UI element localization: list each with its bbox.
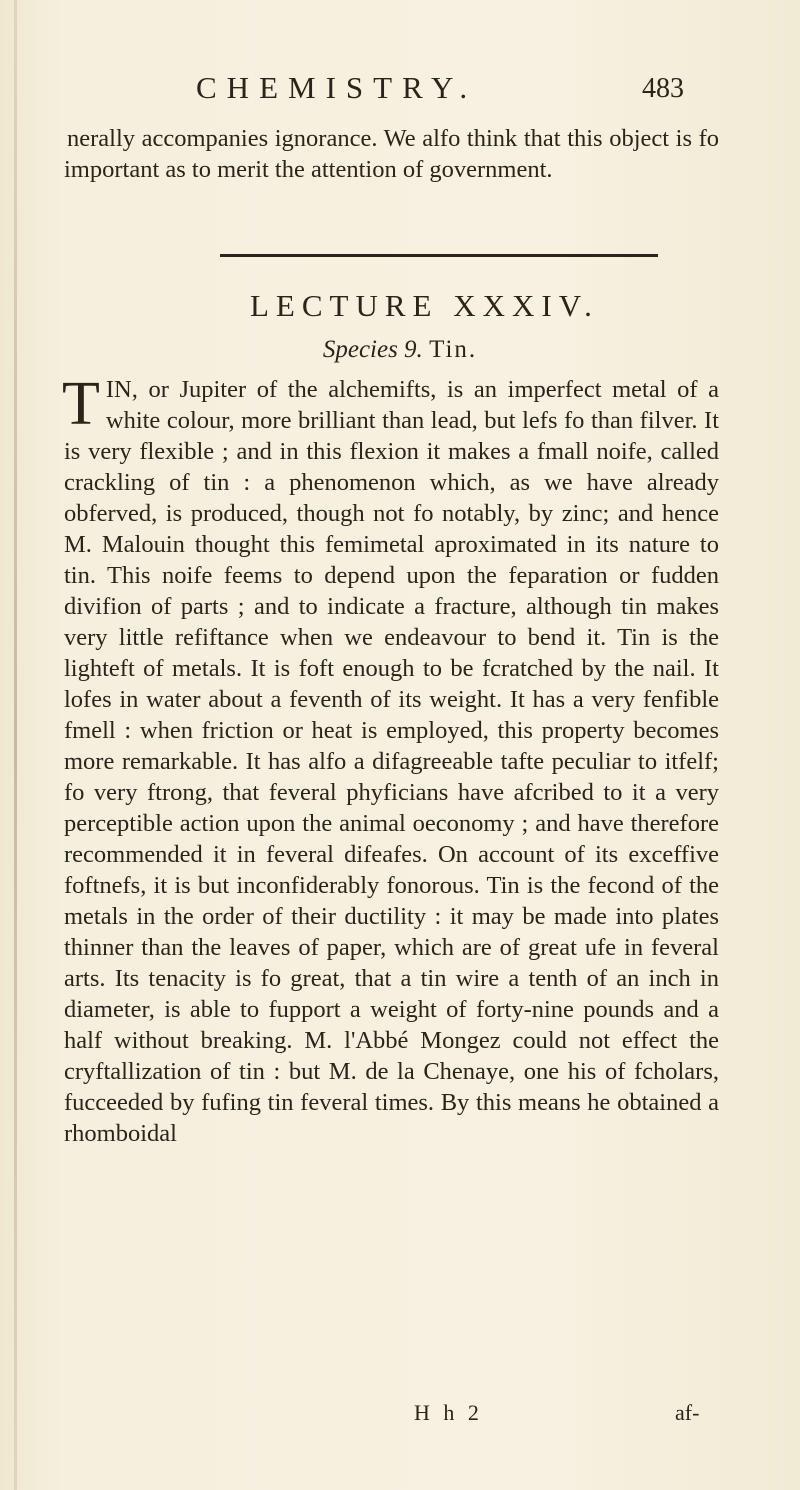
catchword: af- <box>675 1400 700 1425</box>
running-title: CHEMISTRY. <box>196 70 478 105</box>
section-divider <box>220 254 658 257</box>
species-name: Tin. <box>429 336 478 363</box>
species-heading <box>0 336 800 364</box>
page-number: 483 <box>642 73 684 104</box>
intro-paragraph: nerally accompanies ignorance. We alfo think that this object is fo important as to merit the attention of government. <box>64 125 719 183</box>
binding-gutter <box>14 0 17 1490</box>
running-header <box>0 70 800 110</box>
species-label: Species 9. <box>322 336 423 363</box>
main-paragraph-text: IN, or Jupiter of the alchemifts, is an imperfect metal of a white colour, more brilliant than lead, but lefs fo than filver. It is very flexible ; and in this flexion it makes a fmall noife, called crackling of tin : a phenomenon which, as we have already obferved, is produced, though not fo notably, by zinc; and hence M. Malouin thought this femimetal aproximated in its nature to tin. This noife feems to depend upon the feparation or fudden divifion of parts ; and to indicate a fracture, although tin makes very little refiftance when we endeavour to bend it. Tin is the lighteft of metals. It is foft enough to be fcratched by the nail. It lofes in water about a feventh of its weight. It has a very fenfible fmell : when friction or heat is employed, this property becomes more remarkable. It has alfo a difagreeable tafte peculiar to itfelf; fo very ftrong, that feveral phyficians have afcribed to it a very perceptible action upon the animal oeconomy ; and have therefore recommended it in feveral difeafes. On account of its exceffive foftnefs, it is but inconfiderably fonorous. Tin is the fecond of the metals in the order of their ductility : it may be made into plates thinner than the leaves of paper, which are of great ufe in feveral arts. Its tenacity is fo great, that a tin wire a tenth of an inch in diameter, is able to fupport a weight of forty-nine pounds and a half without breaking. M. l'Abbé Mongez could not effect the cryftallization of tin : but M. de la Chenaye, one his of fcholars, fucceeded by fufing tin feveral times. By this means he obtained a rhomboidal <box>64 376 719 1147</box>
drop-cap: T <box>62 370 100 438</box>
main-paragraph <box>62 370 719 1149</box>
lecture-heading: LECTURE XXXIV. <box>250 288 599 323</box>
signature-mark: H h 2 <box>414 1400 483 1425</box>
